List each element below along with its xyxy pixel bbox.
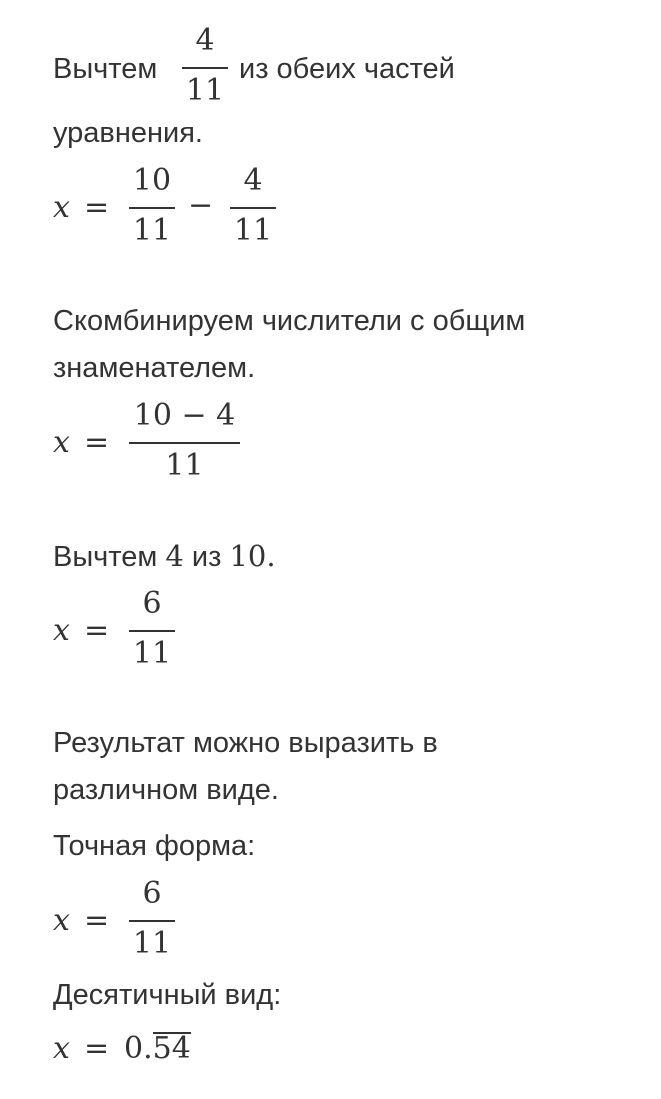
decimal-variable: x [53,1031,70,1066]
step1-text-line2: уравнения. [53,117,203,149]
fraction-bar [182,67,228,69]
step3-text-before: Вычтем [53,541,158,573]
eq2-variable: x [53,425,70,460]
decimal-integer-part: 0. [124,1031,153,1066]
step1-fraction [182,22,228,112]
fraction-bar [129,442,240,444]
step4-line1: Результат можно выразить в [53,727,438,759]
decimal-value [124,1031,191,1066]
step3-number-4: 4 [165,539,184,573]
fraction-bar [129,920,175,922]
fraction-denominator: 11 [132,636,172,671]
exact-equals: = [84,903,110,938]
eq3-equals: = [84,613,110,648]
eq1-fraction-a [129,162,175,252]
fraction-numerator: 4 [195,23,215,58]
decimal-repeating-digits: 54 [152,1031,191,1066]
fraction-bar [129,207,175,209]
eq1-equals: = [84,190,110,225]
step3-text-mid: из [191,541,222,573]
eq1-variable: x [53,190,70,225]
fraction-bar [129,630,175,632]
fraction-numerator: 10 [132,163,172,198]
fraction-denominator: 11 [185,73,225,108]
eq2-equals: = [84,425,110,460]
step4-line2: различном виде. [53,774,279,806]
exact-form-label: Точная форма: [53,830,256,862]
eq1-minus: − [188,188,214,223]
decimal-form-label: Десятичный вид: [53,979,282,1011]
fraction-numerator: 6 [142,586,162,621]
fraction-bar [230,207,276,209]
fraction-denominator: 11 [132,926,172,961]
step2-line2: знаменателем. [53,352,256,384]
fraction-denominator: 11 [132,213,172,248]
step3-number-10: 10 [229,539,267,573]
fraction-denominator: 11 [165,448,204,483]
step1-text-after: из обеих частей [239,53,455,85]
eq2-fraction [129,397,240,487]
step2-line1: Скомбинируем числители с общим [53,305,526,337]
step3-period: . [266,539,276,573]
fraction-numerator: 10 − 4 [133,398,236,433]
exact-fraction [129,875,175,965]
fraction-numerator: 6 [142,876,162,911]
exact-variable: x [53,903,70,938]
eq3-variable: x [53,613,70,648]
fraction-denominator: 11 [233,213,273,248]
eq1-fraction-b [230,162,276,252]
decimal-equals: = [84,1031,110,1066]
eq3-fraction [129,585,175,675]
fraction-numerator: 4 [243,163,263,198]
step1-text-before: Вычтем [53,53,158,85]
step3-text [53,533,276,580]
